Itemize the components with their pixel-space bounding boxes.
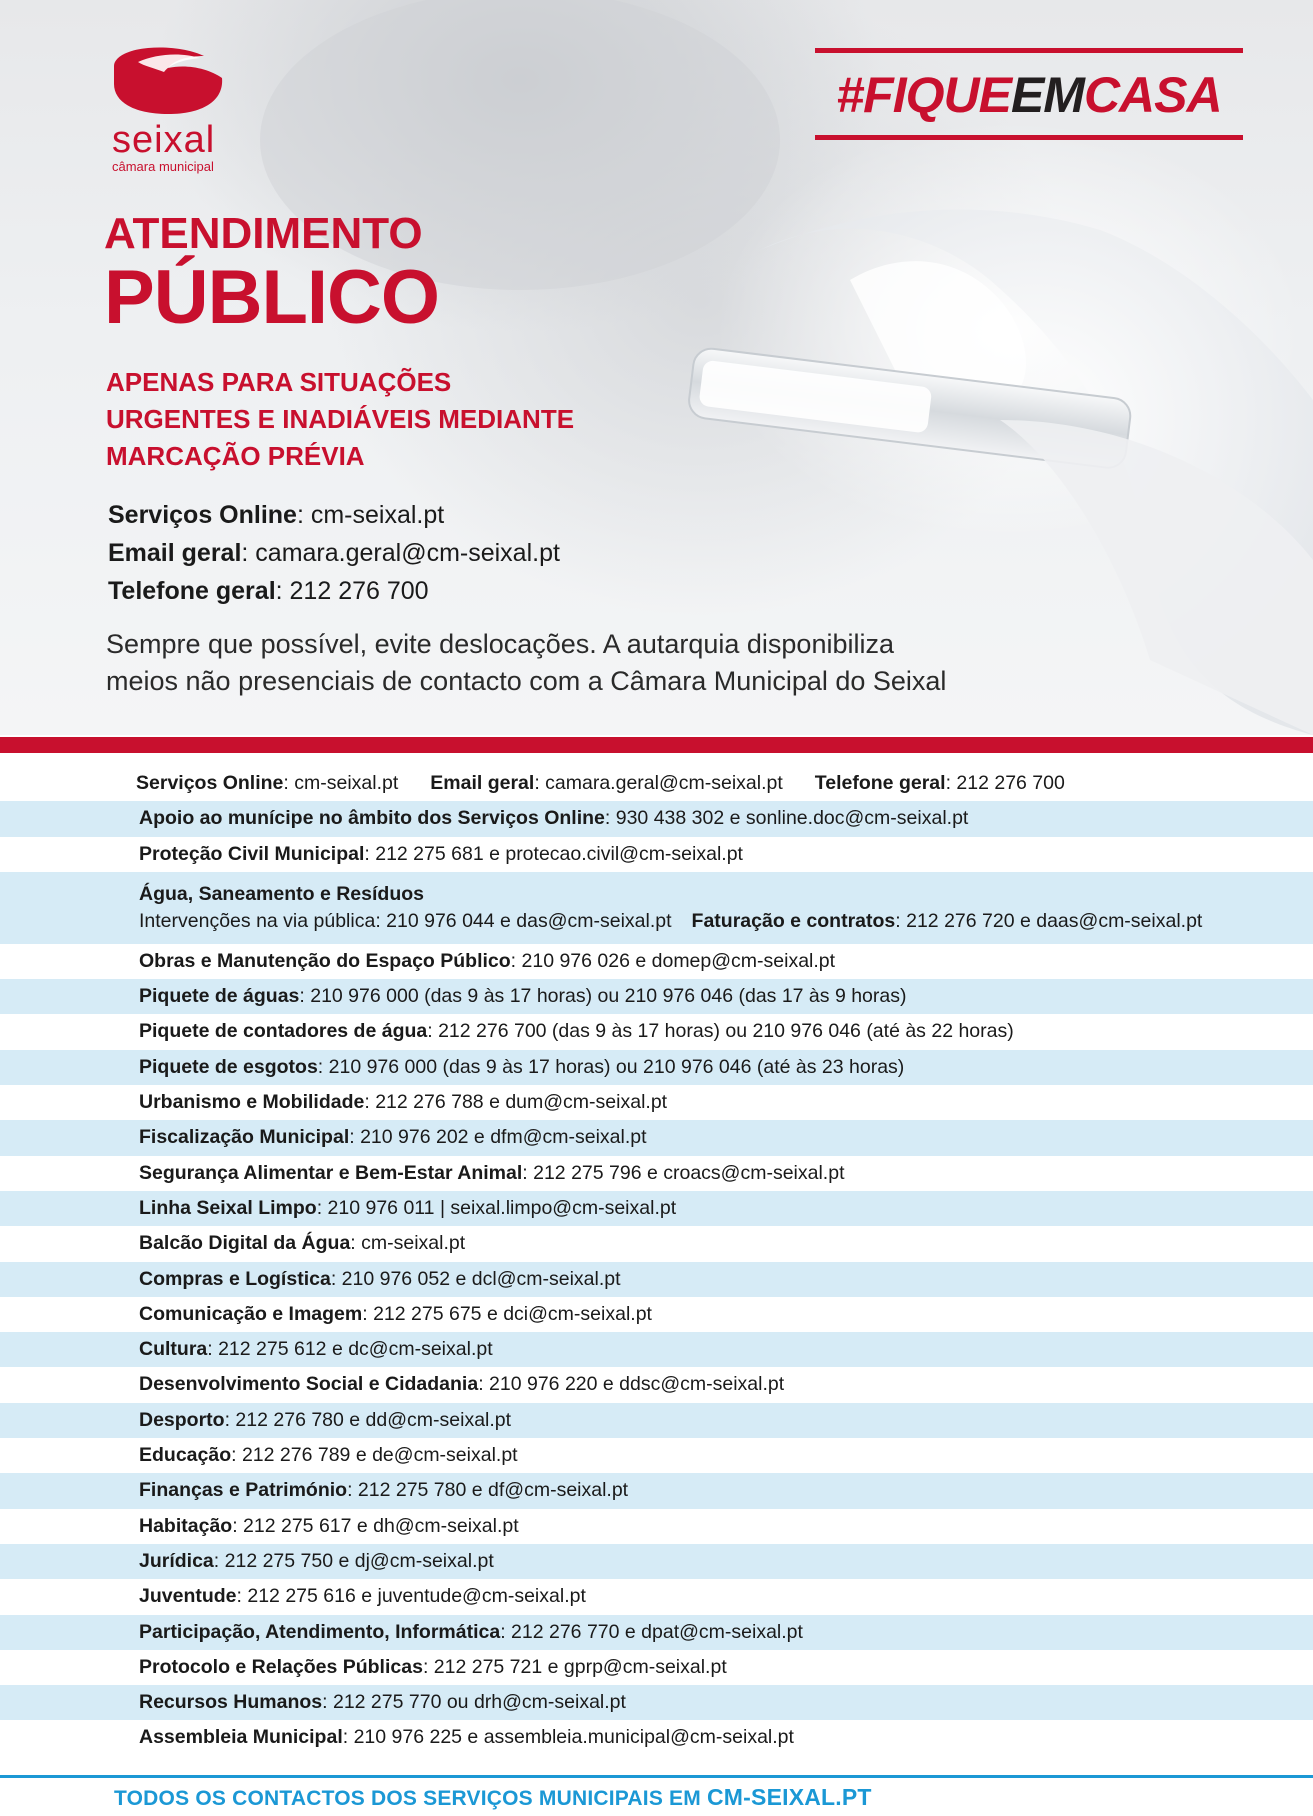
row-label: Recursos Humanos xyxy=(139,1691,323,1714)
table-row xyxy=(0,1332,1313,1367)
row-value: : 210 976 220 e ddsc@cm-seixal.pt xyxy=(478,1373,785,1396)
notice-line: meios não presenciais de contacto com a Câmara Municipal do Seixal xyxy=(106,666,947,696)
table-row xyxy=(0,1473,1313,1508)
table-row xyxy=(0,1579,1313,1614)
top-contacts xyxy=(108,496,560,610)
row-label: Urbanismo e Mobilidade xyxy=(139,1091,365,1114)
table-row xyxy=(0,1615,1313,1650)
table-row xyxy=(0,1650,1313,1685)
hashtag-part-3: CASA xyxy=(1083,67,1222,123)
row-label: Desenvolvimento Social e Cidadania xyxy=(139,1373,479,1396)
row-value: : 212 275 616 e juventude@cm-seixal.pt xyxy=(236,1585,586,1608)
row-label: Piquete de águas xyxy=(139,985,300,1008)
table-row xyxy=(0,1297,1313,1332)
row-value: : 210 976 026 e domep@cm-seixal.pt xyxy=(510,949,836,972)
row-value: : 210 976 011 | seixal.limpo@cm-seixal.pt xyxy=(316,1196,677,1219)
table-row xyxy=(0,1544,1313,1579)
hashtag-part-1: #FIQUE xyxy=(836,67,1011,123)
table-row xyxy=(0,1191,1313,1226)
row-value: : 212 275 796 e croacs@cm-seixal.pt xyxy=(522,1161,845,1184)
seixal-logo xyxy=(108,44,238,174)
row-label: Comunicação e Imagem xyxy=(139,1302,363,1325)
footer-text xyxy=(114,1784,872,1811)
row-label: Finanças e Património xyxy=(139,1479,348,1502)
row-value: : 212 275 721 e gprp@cm-seixal.pt xyxy=(422,1655,727,1678)
row-label: Serviços Online xyxy=(136,772,284,794)
row-label: Jurídica xyxy=(139,1549,214,1572)
contact-label: Serviços Online xyxy=(108,501,297,529)
table-row xyxy=(0,1685,1313,1720)
row-value: : 212 276 788 e dum@cm-seixal.pt xyxy=(364,1091,668,1114)
logo-subtitle: câmara municipal xyxy=(112,159,214,174)
row-value: : 212 275 750 e dj@cm-seixal.pt xyxy=(213,1549,494,1572)
row-label: Faturação e contratos xyxy=(691,909,896,932)
logo-wordmark: seixal xyxy=(112,119,216,161)
contact-value: : 212 276 700 xyxy=(275,577,429,605)
table-row xyxy=(0,1438,1313,1473)
row-label: Compras e Logística xyxy=(139,1267,331,1290)
row-label: Obras e Manutenção do Espaço Público xyxy=(139,949,511,972)
table-row xyxy=(0,766,1313,801)
row-value: : 212 276 700 (das 9 às 17 horas) ou 210 976 046 (até às 22 horas) xyxy=(427,1020,1014,1043)
row-label: Piquete de esgotos xyxy=(139,1055,318,1078)
title-line-1: ATENDIMENTO xyxy=(104,209,423,258)
table-row xyxy=(0,1367,1313,1402)
row-label: Apoio ao munícipe no âmbito dos Serviços Online xyxy=(139,807,605,830)
table-row xyxy=(0,837,1313,872)
table-row xyxy=(0,1156,1313,1191)
row-label: Educação xyxy=(139,1444,232,1467)
hero-banner xyxy=(0,0,1313,735)
subtitle-line: APENAS PARA SITUAÇÕES xyxy=(106,367,452,397)
contact-value: : cm-seixal.pt xyxy=(296,501,445,529)
row-value: : 212 276 720 e daas@cm-seixal.pt xyxy=(895,909,1203,932)
contact-online xyxy=(108,496,560,534)
table-row xyxy=(0,1262,1313,1297)
table-row xyxy=(0,1085,1313,1120)
row-value: : 212 275 612 e dc@cm-seixal.pt xyxy=(207,1338,493,1361)
row-label: Protocolo e Relações Públicas xyxy=(139,1655,423,1678)
table-row xyxy=(0,1226,1313,1261)
row-value: : 210 976 000 (das 9 às 17 horas) ou 210 976 046 (até às 23 horas) xyxy=(317,1055,905,1078)
table-row xyxy=(0,1120,1313,1155)
row-value: : 212 275 675 e dci@cm-seixal.pt xyxy=(362,1302,652,1325)
table-row xyxy=(0,944,1313,979)
hashtag-part-2: EM xyxy=(1010,67,1084,123)
row-value: : 212 276 770 e dpat@cm-seixal.pt xyxy=(500,1620,803,1643)
row-value: : cm-seixal.pt xyxy=(283,772,399,794)
row-value: : cm-seixal.pt xyxy=(350,1232,466,1255)
row-label: Linha Seixal Limpo xyxy=(139,1196,317,1219)
footer-label: TODOS OS CONTACTOS DOS SERVIÇOS MUNICIPAIS EM xyxy=(114,1787,707,1810)
row-label: Participação, Atendimento, Informática xyxy=(139,1620,501,1643)
footer-link[interactable]: CM-SEIXAL.PT xyxy=(707,1784,872,1810)
subtitle xyxy=(106,364,574,475)
table-row xyxy=(0,1509,1313,1544)
contact-list xyxy=(0,766,1313,1756)
row-label: Desporto xyxy=(139,1408,225,1431)
row-label: Balcão Digital da Água xyxy=(139,1232,351,1255)
contact-phone xyxy=(108,572,560,610)
row-label: Juventude xyxy=(139,1585,237,1608)
seixal-logo-icon xyxy=(108,44,228,118)
row-value: : 210 976 052 e dcl@cm-seixal.pt xyxy=(330,1267,621,1290)
row-value: : 210 976 044 e das@cm-seixal.pt xyxy=(375,909,672,932)
row-value: : 930 438 302 e sonline.doc@cm-seixal.pt xyxy=(604,807,969,830)
row-value: : 210 976 225 e assembleia.municipal@cm-seixal.pt xyxy=(342,1726,794,1749)
row-value: : 212 275 681 e protecao.civil@cm-seixal.pt xyxy=(364,842,743,865)
table-row xyxy=(0,979,1313,1014)
row-label: Email geral xyxy=(430,772,535,794)
row-label: Piquete de contadores de água xyxy=(139,1020,428,1043)
row-value: : 210 976 000 (das 9 às 17 horas) ou 210 976 046 (das 17 às 9 horas) xyxy=(299,985,907,1008)
title-line-2: PÚBLICO xyxy=(104,255,439,340)
row-value: : 212 275 617 e dh@cm-seixal.pt xyxy=(232,1514,519,1537)
row-value: : 212 276 700 xyxy=(945,772,1065,794)
table-row xyxy=(0,801,1313,836)
footer-divider xyxy=(0,1775,1313,1778)
row-label: Proteção Civil Municipal xyxy=(139,842,365,865)
subtitle-line: URGENTES E INADIÁVEIS MEDIANTE xyxy=(106,404,575,434)
row-label: Cultura xyxy=(139,1338,208,1361)
contact-label: Telefone geral xyxy=(108,577,276,605)
table-row xyxy=(0,1720,1313,1755)
table-row xyxy=(0,1014,1313,1049)
contact-email xyxy=(108,534,560,572)
divider-bar xyxy=(0,737,1313,753)
row-value: : 210 976 202 e dfm@cm-seixal.pt xyxy=(349,1126,647,1149)
table-row xyxy=(0,1403,1313,1438)
row-sublabel: Intervenções na via pública xyxy=(139,909,376,932)
hashtag-banner xyxy=(815,48,1243,140)
row-label: Fiscalização Municipal xyxy=(139,1126,350,1149)
row-label: Habitação xyxy=(139,1514,233,1537)
notice-line: Sempre que possível, evite deslocações. A autarquia disponibiliza xyxy=(106,629,894,659)
row-label: Água, Saneamento e Resíduos xyxy=(139,882,424,905)
row-value: : 212 275 770 ou drh@cm-seixal.pt xyxy=(322,1691,626,1714)
subtitle-line: MARCAÇÃO PRÉVIA xyxy=(106,441,365,471)
row-label: Assembleia Municipal xyxy=(139,1726,343,1749)
row-value: : camara.geral@cm-seixal.pt xyxy=(534,772,783,794)
row-value: : 212 276 780 e dd@cm-seixal.pt xyxy=(224,1408,512,1431)
contact-label: Email geral xyxy=(108,539,242,567)
row-value: : 212 275 780 e df@cm-seixal.pt xyxy=(347,1479,629,1502)
contact-value: : camara.geral@cm-seixal.pt xyxy=(241,539,560,567)
row-label: Telefone geral xyxy=(814,772,946,794)
table-row xyxy=(0,1050,1313,1085)
table-row-agua xyxy=(0,872,1313,944)
notice-text xyxy=(106,626,946,700)
row-label: Segurança Alimentar e Bem-Estar Animal xyxy=(139,1161,523,1184)
row-value: : 212 276 789 e de@cm-seixal.pt xyxy=(231,1444,518,1467)
